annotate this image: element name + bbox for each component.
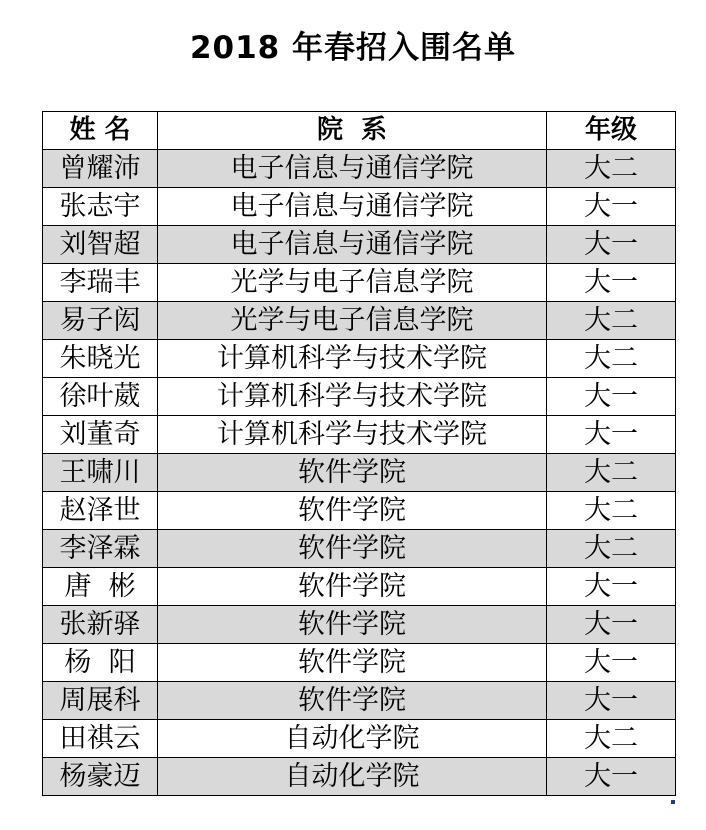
cell-year: 大一 [547,188,676,226]
cell-year: 大一 [547,682,676,720]
cell-name: 刘董奇 [43,416,158,454]
table-row [43,264,676,302]
table-row [43,492,676,530]
cell-name: 徐叶葳 [43,378,158,416]
cell-name: 杨豪迈 [43,758,158,796]
cell-year: 大一 [547,606,676,644]
cell-dept: 软件学院 [158,530,547,568]
cell-year: 大二 [547,530,676,568]
cell-year: 大一 [547,378,676,416]
table-body [43,150,676,796]
table-row [43,720,676,758]
cell-name: 王啸川 [43,454,158,492]
table-row [43,606,676,644]
cell-year: 大二 [547,302,676,340]
table-row [43,454,676,492]
table-row [43,378,676,416]
cell-dept: 电子信息与通信学院 [158,226,547,264]
header-dept: 院 系 [158,112,547,150]
cell-dept: 软件学院 [158,644,547,682]
cell-dept: 计算机科学与技术学院 [158,416,547,454]
table-row [43,302,676,340]
table-row [43,340,676,378]
cell-name: 朱晓光 [43,340,158,378]
cell-name: 李瑞丰 [43,264,158,302]
cell-dept: 软件学院 [158,454,547,492]
cell-dept: 计算机科学与技术学院 [158,340,547,378]
header-year: 年级 [547,112,676,150]
table-row [43,530,676,568]
cell-dept: 软件学院 [158,606,547,644]
page-title: 2018 年春招入围名单 [189,30,517,66]
cell-name: 李泽霖 [43,530,158,568]
table-row [43,644,676,682]
cell-dept: 光学与电子信息学院 [158,302,547,340]
selection-handle [671,800,675,804]
cell-year: 大一 [547,416,676,454]
header-name: 姓 名 [43,112,158,150]
cell-year: 大一 [547,264,676,302]
roster-table [42,111,676,796]
cell-year: 大一 [547,226,676,264]
table-row [43,416,676,454]
table-header-row [43,112,676,150]
table-row [43,568,676,606]
cell-year: 大一 [547,758,676,796]
table-row [43,150,676,188]
cell-year: 大一 [547,644,676,682]
cell-name: 赵泽世 [43,492,158,530]
cell-year: 大二 [547,340,676,378]
table-row [43,758,676,796]
cell-name: 周展科 [43,682,158,720]
cell-year: 大二 [547,720,676,758]
cell-dept: 光学与电子信息学院 [158,264,547,302]
cell-dept: 自动化学院 [158,720,547,758]
cell-dept: 软件学院 [158,492,547,530]
cell-year: 大二 [547,150,676,188]
cell-name: 张志宇 [43,188,158,226]
cell-name: 曾耀沛 [43,150,158,188]
cell-year: 大二 [547,492,676,530]
table-row [43,188,676,226]
cell-name: 刘智超 [43,226,158,264]
cell-dept: 计算机科学与技术学院 [158,378,547,416]
table-row [43,682,676,720]
cell-name: 易子闳 [43,302,158,340]
cell-dept: 自动化学院 [158,758,547,796]
cell-name: 杨 阳 [43,644,158,682]
cell-year: 大一 [547,568,676,606]
cell-dept: 软件学院 [158,568,547,606]
cell-year: 大二 [547,454,676,492]
cell-dept: 软件学院 [158,682,547,720]
table-row [43,226,676,264]
cell-name: 张新驿 [43,606,158,644]
cell-dept: 电子信息与通信学院 [158,188,547,226]
cell-name: 田祺云 [43,720,158,758]
cell-dept: 电子信息与通信学院 [158,150,547,188]
cell-name: 唐 彬 [43,568,158,606]
